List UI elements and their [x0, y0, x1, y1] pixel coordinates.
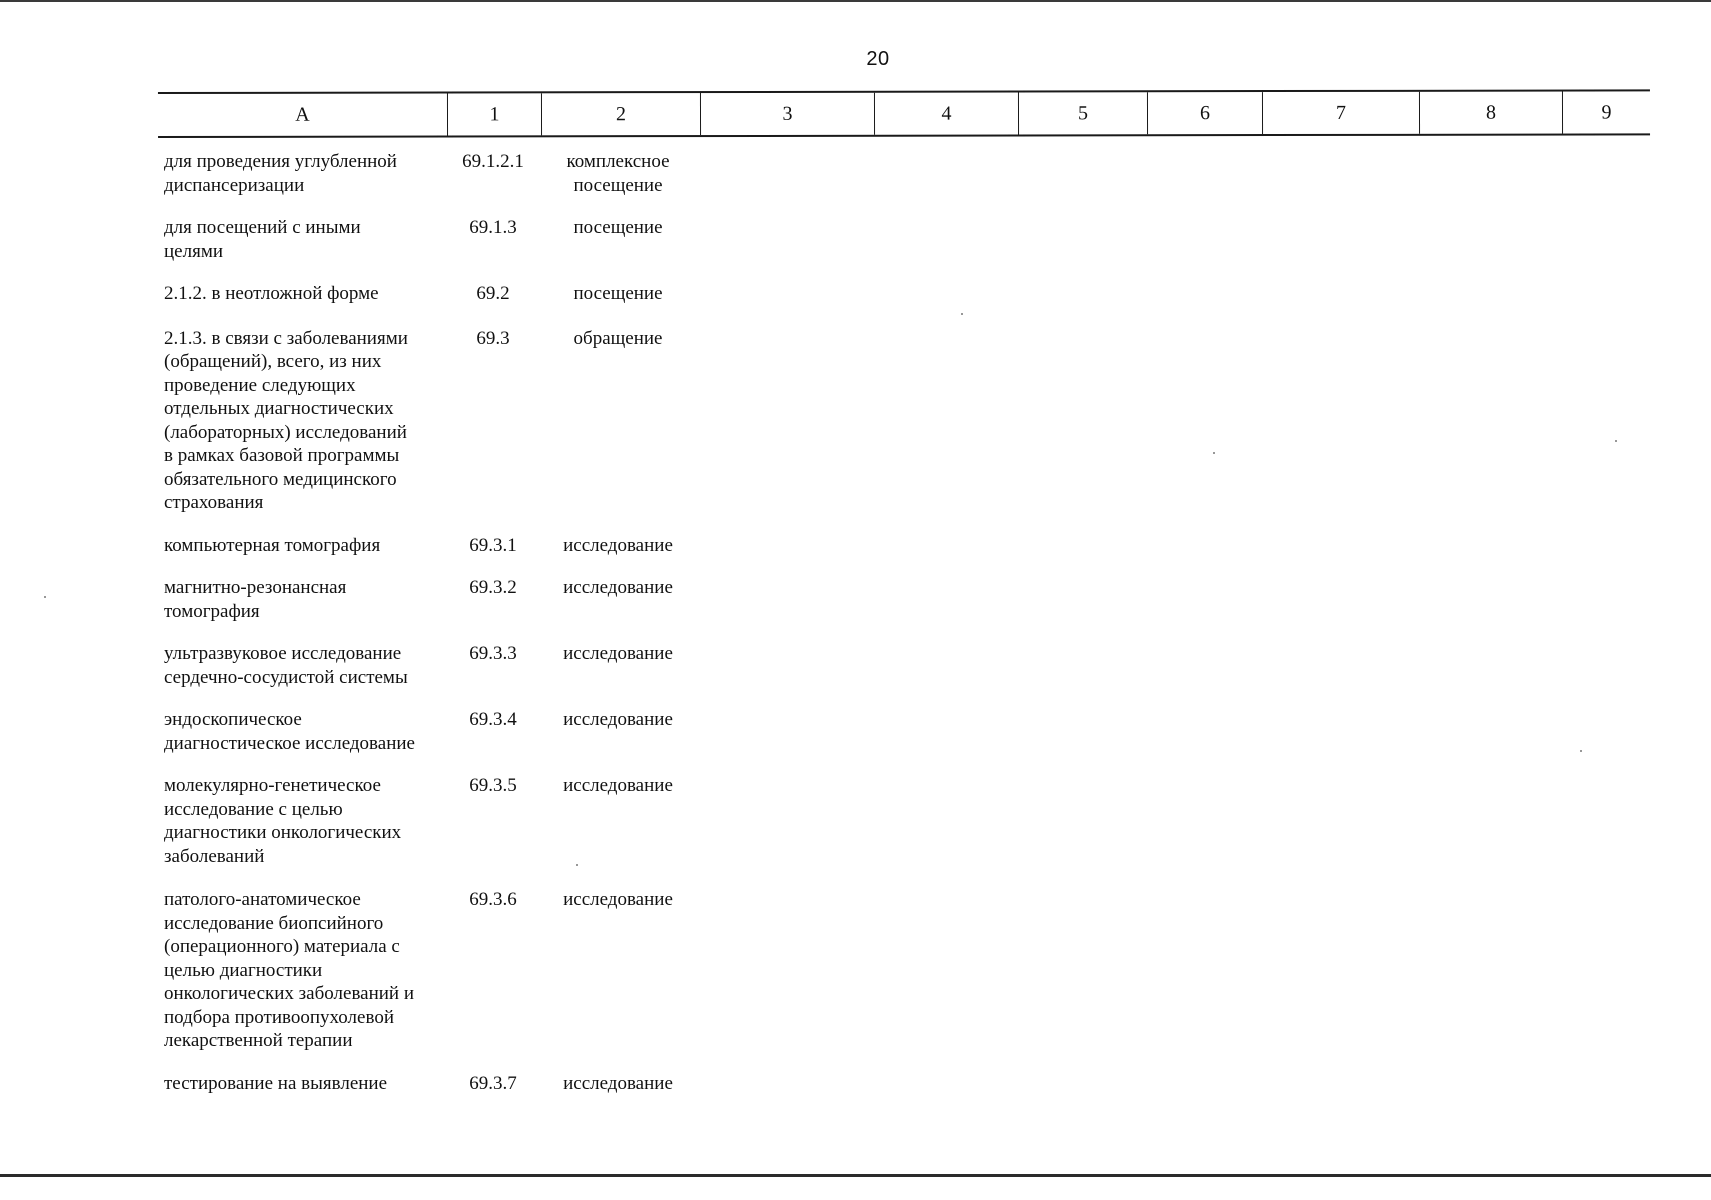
row-name-cell	[158, 1072, 448, 1096]
row-name-line: молекулярно-генетическое	[164, 775, 381, 796]
table-row	[158, 1072, 1650, 1096]
table-row	[158, 282, 1650, 306]
column-header-3: 3	[701, 93, 875, 135]
table-row	[158, 150, 1650, 197]
scan-speck	[1615, 440, 1617, 442]
row-name-line: 2.1.2. в неотложной форме	[164, 283, 379, 304]
row-unit-line: посещение	[573, 217, 663, 238]
row-unit-line: исследование	[563, 534, 673, 556]
row-code-cell: 69.3.1	[469, 534, 517, 556]
column-header-1: 1	[448, 93, 542, 135]
row-unit-line: исследование	[563, 1072, 673, 1094]
row-unit-cell	[538, 708, 698, 732]
row-name-line: эндоскопическое	[164, 709, 302, 730]
row-name-line: исследование с целью	[164, 798, 343, 820]
row-name-line: проведение следующих	[164, 374, 356, 396]
row-unit-cell	[538, 576, 698, 600]
row-name-cell	[158, 534, 448, 558]
scan-speck	[1213, 452, 1215, 454]
row-name-line: диагностики онкологических	[164, 822, 402, 843]
column-header-6: 6	[1148, 92, 1263, 134]
row-name-line: 2.1.3. в связи с заболеваниями	[164, 327, 408, 349]
row-name-line: исследование биопсийного	[164, 912, 384, 934]
row-name-line: обязательного медицинского	[164, 468, 397, 490]
table-row	[158, 708, 1650, 755]
row-unit-line: посещение	[573, 283, 663, 304]
row-unit-line: исследование	[563, 577, 673, 598]
row-unit-line: обращение	[573, 327, 663, 349]
row-unit-cell	[538, 1072, 698, 1096]
row-unit-line: посещение	[573, 174, 663, 196]
row-name-cell	[158, 774, 448, 868]
column-header-5: 5	[1019, 92, 1148, 134]
row-name-line: страхования	[164, 492, 264, 513]
row-unit-cell	[538, 150, 698, 197]
row-unit-cell	[538, 534, 698, 558]
column-header-4: 4	[875, 92, 1019, 134]
scan-edge-top	[0, 0, 1711, 2]
table-row	[158, 642, 1650, 689]
row-unit-cell	[538, 888, 698, 912]
row-name-line: тестирование на выявление	[164, 1072, 388, 1094]
row-unit-cell	[538, 282, 698, 306]
table-row	[158, 216, 1650, 263]
table-body	[158, 150, 1650, 1095]
row-code-cell: 69.3.2	[469, 577, 517, 598]
row-name-line: лекарственной терапии	[164, 1030, 353, 1051]
row-name-line: сердечно-сосудистой системы	[164, 666, 408, 688]
row-unit-line: исследование	[563, 709, 673, 730]
row-code-cell: 69.3.3	[469, 643, 517, 664]
column-header-9: 9	[1601, 100, 1612, 123]
row-name-line: (обращений), всего, из них	[164, 351, 382, 372]
row-code-cell: 69.3	[476, 327, 510, 349]
column-header-8: 8	[1420, 92, 1563, 134]
row-name-line: (лабораторных) исследований	[164, 421, 407, 443]
row-name-line: диспансеризации	[164, 174, 305, 196]
row-code-cell: 69.3.7	[469, 1072, 517, 1094]
row-name-cell	[158, 216, 448, 263]
table-row	[158, 576, 1650, 623]
table-row	[158, 534, 1650, 558]
row-unit-cell	[538, 327, 698, 351]
scan-speck	[44, 596, 46, 598]
row-name-line: (операционного) материала с	[164, 936, 400, 957]
row-code-cell: 69.3.4	[469, 709, 517, 730]
row-name-line: томография	[164, 600, 260, 622]
scan-speck	[576, 864, 578, 866]
row-name-cell	[158, 888, 448, 1053]
row-unit-line: комплексное	[566, 151, 670, 172]
row-code-cell: 69.3.5	[469, 775, 517, 796]
column-header-7: 7	[1263, 92, 1420, 134]
row-name-cell	[158, 576, 448, 623]
table-row	[158, 327, 1650, 515]
row-name-line: для посещений с иными	[164, 217, 361, 238]
row-name-line: патолого-анатомическое	[164, 889, 361, 910]
row-name-line: для проведения углубленной	[164, 151, 397, 172]
row-name-line: подбора противоопухолевой	[164, 1006, 394, 1028]
column-header-a: А	[158, 93, 448, 136]
row-name-cell	[158, 282, 448, 306]
row-name-cell	[158, 150, 448, 197]
row-code-cell: 69.3.6	[469, 889, 517, 910]
row-unit-cell	[538, 642, 698, 666]
row-name-line: онкологических заболеваний и	[164, 983, 415, 1004]
table-header	[158, 89, 1650, 138]
scan-speck	[1580, 750, 1582, 752]
row-name-cell	[158, 708, 448, 755]
row-unit-cell	[538, 774, 698, 798]
table-row	[158, 888, 1650, 1053]
row-unit-cell	[538, 216, 698, 240]
column-header-2: 2	[542, 93, 701, 135]
row-name-line: магнитно-резонансная	[164, 577, 347, 598]
row-name-line: целью диагностики	[164, 959, 323, 981]
row-name-line: заболеваний	[164, 845, 265, 867]
row-unit-line: исследование	[563, 889, 673, 910]
page-number: 20	[866, 48, 890, 70]
row-name-line: диагностическое исследование	[164, 732, 415, 754]
table-row	[158, 774, 1650, 868]
scan-edge-bottom	[0, 1174, 1711, 1177]
row-name-line: в рамках базовой программы	[164, 445, 400, 466]
row-name-line: ультразвуковое исследование	[164, 643, 402, 664]
row-name-line: компьютерная томография	[164, 534, 381, 556]
row-code-cell: 69.2	[476, 283, 510, 304]
row-name-cell	[158, 642, 448, 689]
row-name-cell	[158, 327, 448, 515]
row-name-line: целями	[164, 240, 224, 262]
row-unit-line: исследование	[563, 643, 673, 664]
row-unit-line: исследование	[563, 775, 673, 796]
row-code-cell: 69.1.3	[469, 217, 517, 238]
row-name-line: отдельных диагностических	[164, 398, 394, 419]
row-code-cell: 69.1.2.1	[462, 151, 524, 172]
scan-speck	[961, 313, 963, 315]
